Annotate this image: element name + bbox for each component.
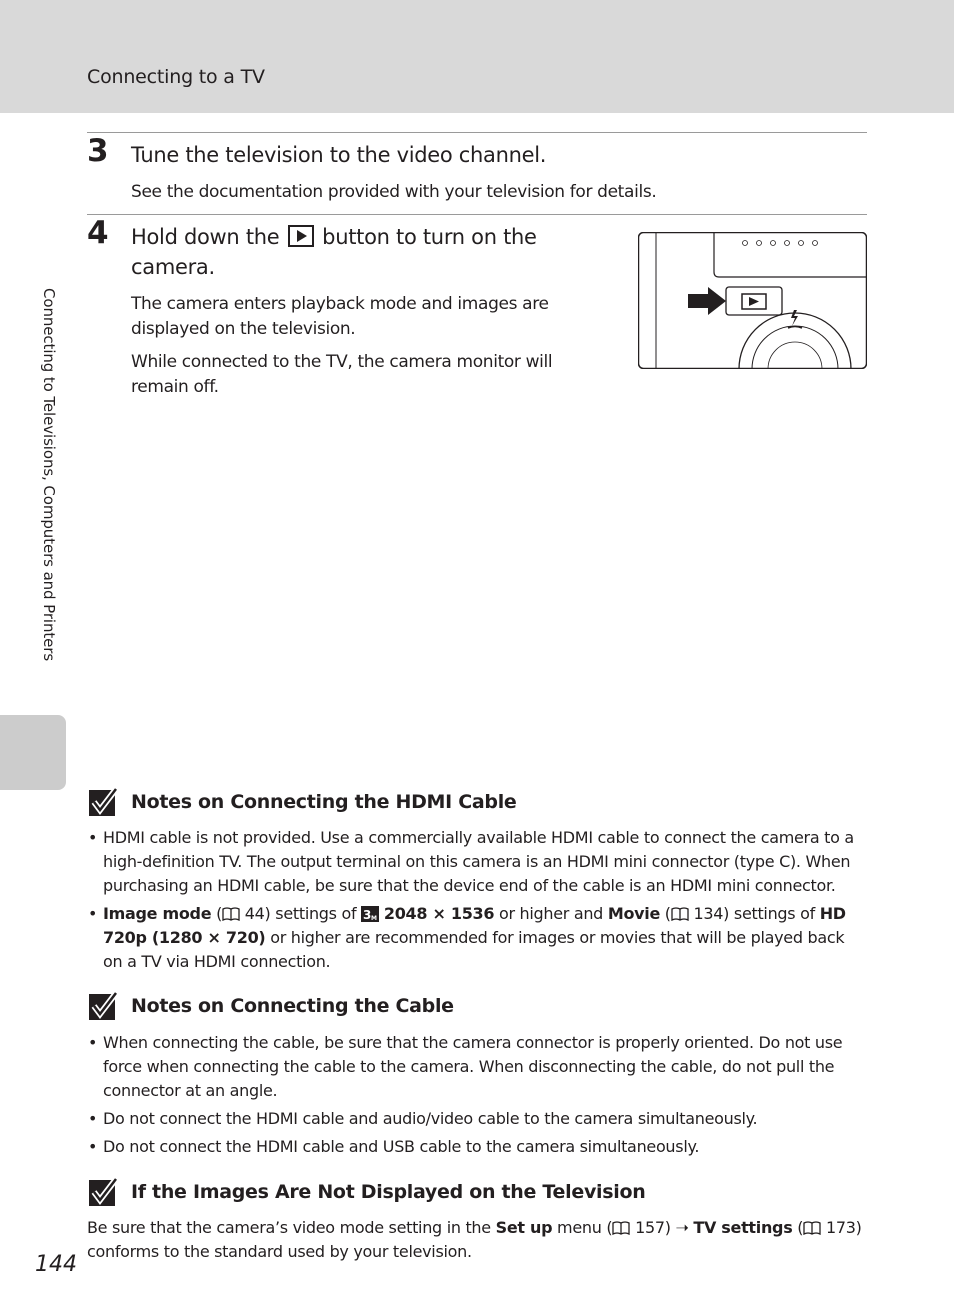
divider — [87, 132, 867, 133]
text: ( — [660, 904, 671, 923]
list-item: • When connecting the cable, be sure that the camera connector is properly oriented. Do not use force when connecting the cable to the camera. When disconnecting the cable, do not pull the connector at an angle. — [87, 1031, 867, 1103]
text: menu ( — [552, 1218, 613, 1237]
text: ( — [792, 1218, 804, 1237]
check-icon — [87, 1177, 119, 1209]
check-icon — [87, 787, 119, 819]
arrow-icon: ➝ — [675, 1218, 689, 1237]
list-item: • HDMI cable is not provided. Use a commercially available HDMI cable to connect the camera to a high-definition TV. The output terminal on this camera is an HDMI mini connector (type C). When purchasing an HDMI cable, be sure that the device end of the cable is an HDMI mini connector. — [87, 826, 867, 898]
note-tv-body — [87, 1216, 867, 1264]
divider — [87, 214, 867, 215]
text: 44) settings of — [240, 904, 362, 923]
setup-menu-link: Set up — [495, 1218, 553, 1237]
section-title: Connecting to a TV — [87, 66, 265, 88]
step-4-title-part: button to turn on the — [322, 225, 537, 249]
text: or higher and — [494, 904, 608, 923]
text: Be sure that the camera’s video mode setting in the — [87, 1218, 496, 1237]
text: 173) conforms to the standard used by your television. — [87, 1218, 862, 1261]
step-3-number: 3 — [87, 133, 109, 169]
playback-button-icon — [288, 225, 314, 247]
list-item — [87, 902, 867, 974]
note-hdmi-heading — [87, 787, 867, 819]
list-item: • Do not connect the HDMI cable and audio/video cable to the camera simultaneously. — [87, 1107, 867, 1131]
text: 134) settings of — [688, 904, 820, 923]
book-icon — [671, 907, 689, 921]
image-size-value: 2048 × 1536 — [383, 904, 495, 923]
note-cable-title: Notes on Connecting the Cable — [131, 995, 454, 1017]
note-hdmi-list — [87, 826, 867, 978]
book-icon — [803, 1221, 821, 1235]
note-tv-heading — [87, 1177, 867, 1209]
step-4-title-part: camera. — [131, 255, 215, 279]
side-tab-label: Connecting to Televisions, Computers and Printers — [40, 288, 58, 662]
side-tab-marker — [0, 715, 66, 790]
step-4-body-2: While connected to the TV, the camera monitor will remain off. — [131, 352, 553, 397]
svg-text:3: 3 — [363, 908, 372, 922]
note-cable-list — [87, 1031, 867, 1163]
step-4-number: 4 — [87, 215, 109, 251]
note-hdmi-title: Notes on Connecting the HDMI Cable — [131, 791, 517, 813]
text: ( — [211, 904, 223, 923]
step-3-title: Tune the television to the video channel. — [131, 143, 547, 167]
image-size-3m-icon — [361, 906, 379, 922]
step-3-body: See the documentation provided with your television for details. — [131, 182, 657, 202]
page-number: 144 — [35, 1252, 77, 1277]
step-4-title — [131, 222, 571, 282]
text: 157) — [630, 1218, 676, 1237]
svg-text:M: M — [371, 915, 377, 922]
note-cable-heading — [87, 991, 867, 1023]
book-icon — [612, 1221, 630, 1235]
check-icon — [87, 991, 119, 1023]
step-4-title-part: Hold down the — [131, 225, 280, 249]
tv-settings-link: TV settings — [693, 1218, 793, 1237]
camera-illustration — [638, 232, 867, 369]
hd-option: HD 720p (1280 × 720) — [103, 904, 846, 947]
list-item: • Do not connect the HDMI cable and USB cable to the camera simultaneously. — [87, 1135, 867, 1159]
header-band — [0, 0, 954, 113]
step-4-body-1: The camera enters playback mode and images are displayed on the television. — [131, 294, 549, 339]
book-icon — [222, 907, 240, 921]
image-mode-link: Image mode — [103, 904, 212, 923]
movie-link: Movie — [607, 904, 661, 923]
text: or higher are recommended for images or movies that will be played back on a TV via HDMI connection. — [103, 928, 845, 971]
note-tv-title: If the Images Are Not Displayed on the Television — [131, 1181, 646, 1203]
